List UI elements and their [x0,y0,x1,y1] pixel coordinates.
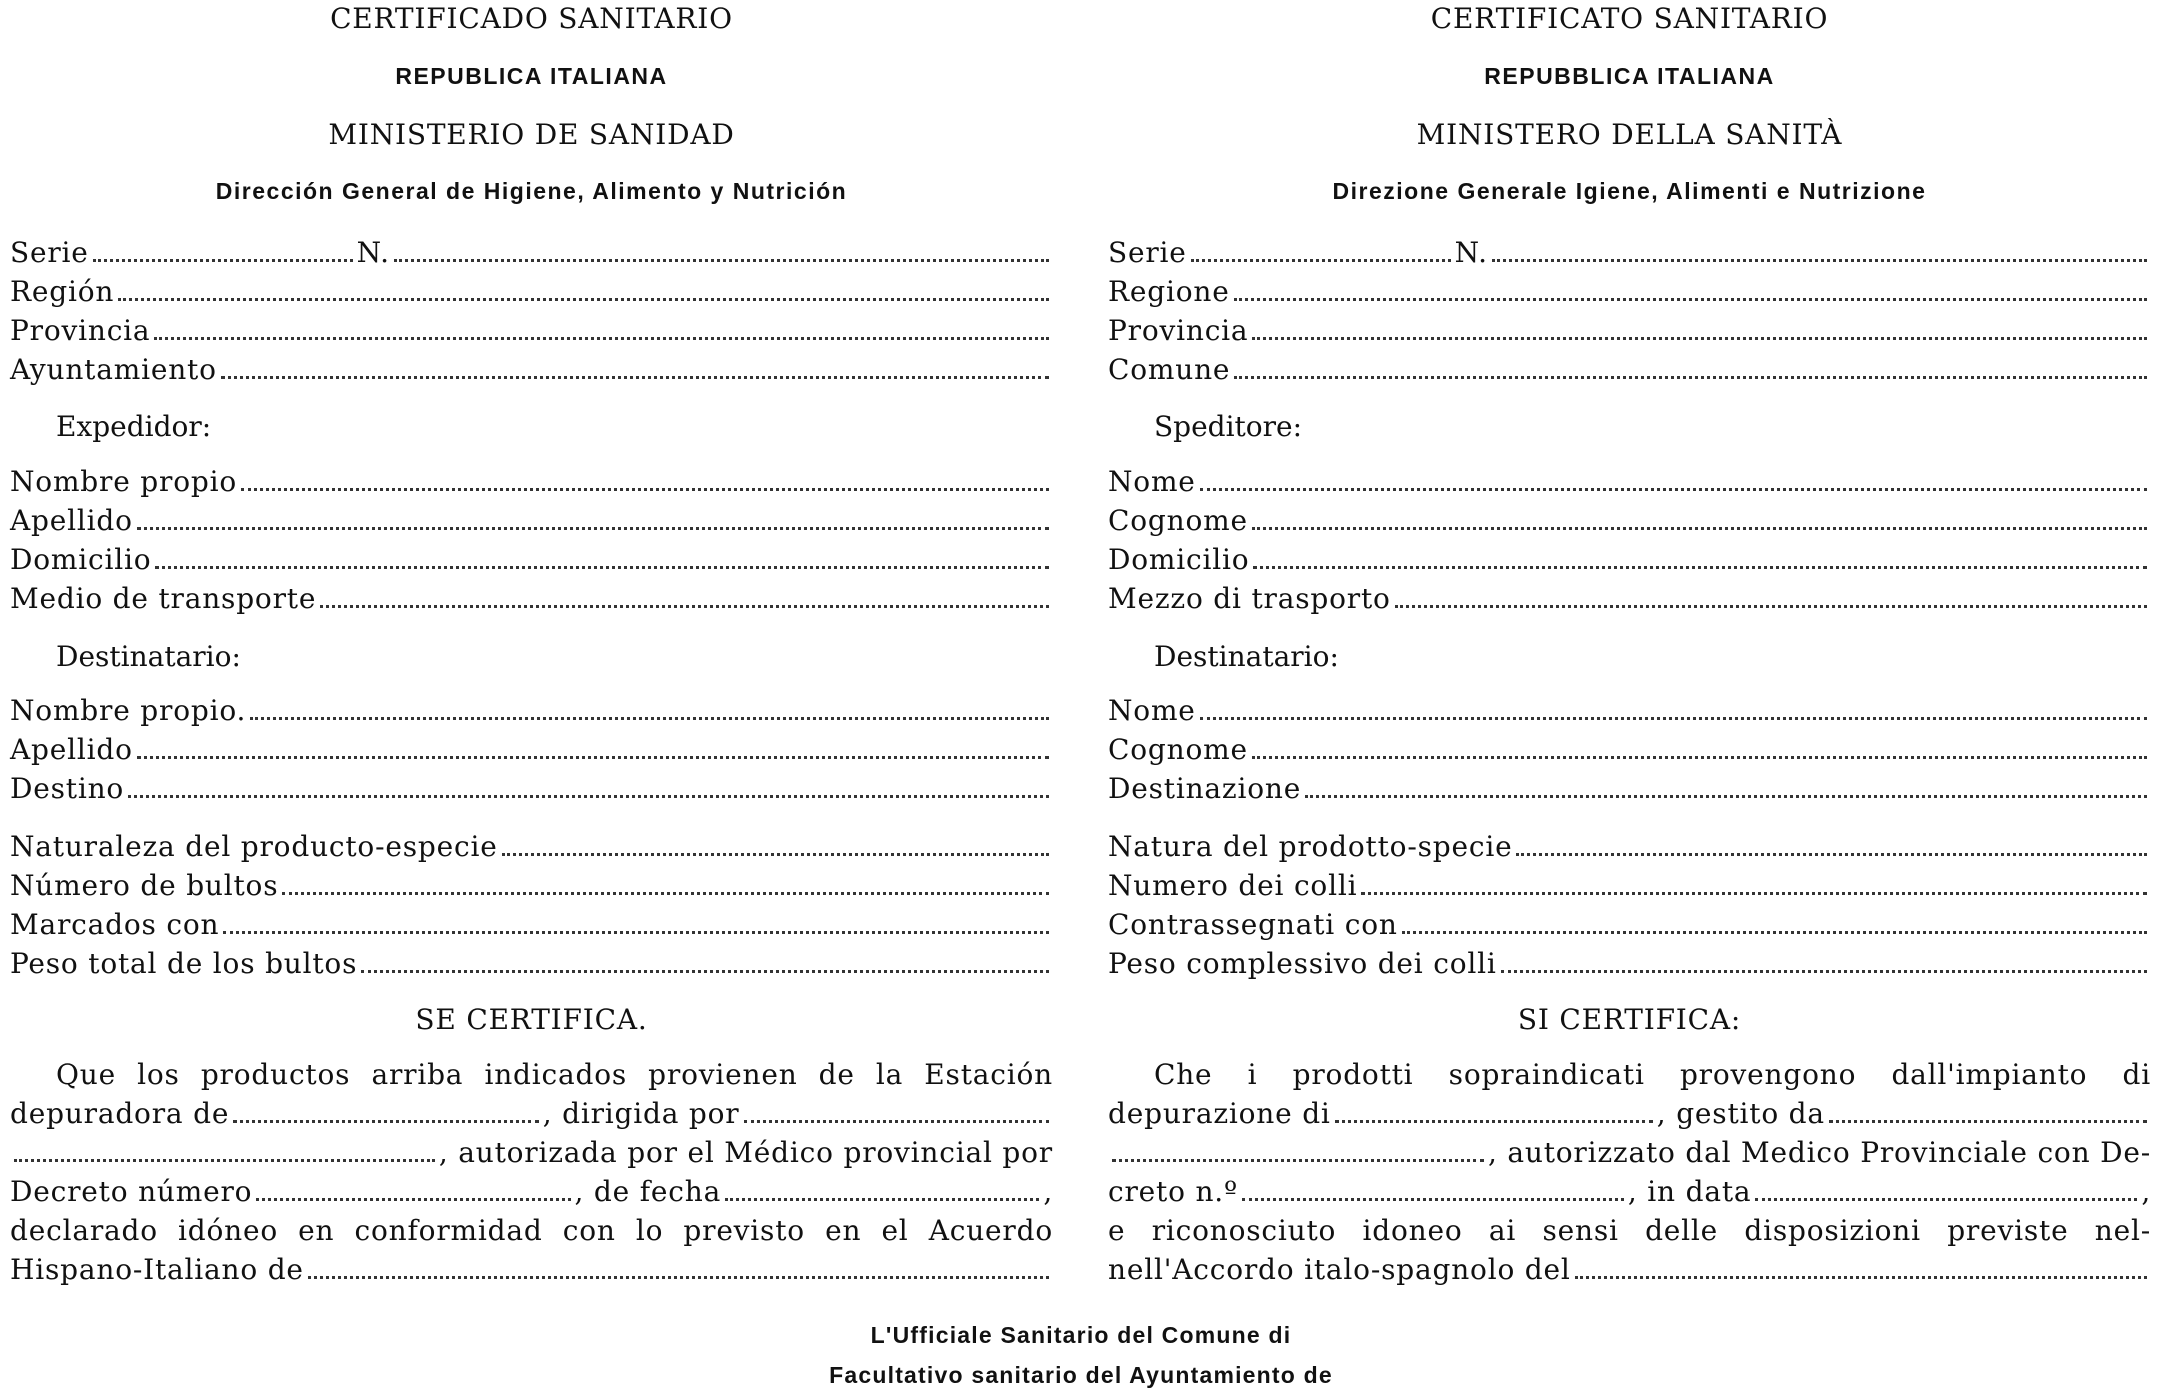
certification-text-line [10,1097,1053,1135]
fill-in-field[interactable] [725,1176,1039,1201]
field-label: Natura del prodotto-specie [1108,830,1513,863]
field-label: Provincia [1108,314,1249,347]
certification-text: Decreto número [10,1175,253,1208]
fill-in-field[interactable] [1253,544,2147,569]
field-label: Domicilio [1108,543,1250,576]
certification-text: Che i prodotti sopraindicati provengono dall'impianto di [1154,1058,2151,1091]
form-field-row [10,353,1053,391]
field-label: Contrassegnati con [1108,908,1398,941]
fill-in-field[interactable] [1252,505,2147,530]
form-field-row [10,908,1053,946]
fill-in-field[interactable] [1191,237,1451,262]
fill-in-field[interactable] [221,354,1049,379]
fill-in-field[interactable] [1234,276,2147,301]
field-label: Domicilio [10,543,152,576]
form-field-row [10,314,1053,352]
field-label: Marcados con [10,908,220,941]
field-label: Apellido [10,733,133,766]
certify-heading-text: SI CERTIFICA: [1517,1003,1742,1036]
fill-in-field[interactable] [1335,1098,1653,1123]
certification-text: , gestito da [1656,1097,1825,1130]
fill-in-field[interactable] [137,734,1049,759]
serie-label: Serie [10,236,89,269]
recipient-heading: Destinatario: [56,640,241,673]
form-field-row [10,582,1053,620]
certification-text: , in data [1627,1175,1752,1208]
directorate-heading [10,178,1053,216]
certify-heading [1108,1003,2151,1041]
field-label: Naturaleza del producto-especie [10,830,498,863]
fill-in-field[interactable] [137,505,1049,530]
fill-in-field[interactable] [502,831,1049,856]
certification-text: creto n.º [1108,1175,1238,1208]
fill-in-field[interactable] [1234,354,2147,379]
recipient-heading: Destinatario: [1154,640,1339,673]
document-title-text: CERTIFICADO SANITARIO [330,2,733,35]
fill-in-field[interactable] [250,695,1049,720]
certification-text-line [10,1253,1053,1291]
fill-in-field[interactable] [1516,831,2147,856]
fill-in-field[interactable] [1829,1098,2147,1123]
certification-text-line [1108,1058,2151,1096]
form-field-row [1108,772,2151,810]
fill-in-field[interactable] [744,1098,1050,1123]
fill-in-field[interactable] [1755,1176,2137,1201]
serie-number-row [1108,236,2151,274]
republic-heading-text: REPUBBLICA ITALIANA [1484,63,1775,89]
field-label: Destino [10,772,125,805]
fill-in-field[interactable] [282,870,1049,895]
field-label: Destinazione [1108,772,1302,805]
fill-in-field[interactable] [155,544,1049,569]
form-field-row [1108,908,2151,946]
form-field-row [1108,275,2151,313]
field-label: Numero dei colli [1108,869,1358,902]
footer-signature-spanish: Facultativo sanitario del Ayuntamiento de [829,1362,1333,1388]
certification-text: depuradora de [10,1097,230,1130]
form-field-row [1108,694,2151,732]
form-field-row [10,694,1053,732]
sender-heading: Speditore: [1154,410,1303,443]
fill-in-field[interactable] [1252,315,2147,340]
field-label: Regione [1108,275,1230,308]
certification-text: , de fecha [574,1175,722,1208]
certification-text: , [1043,1175,1054,1208]
document-title [1108,2,2151,40]
certification-text: , autorizzato dal Medico Provinciale con De- [1487,1136,2151,1169]
certification-text: declarado idóneo en conformidad con lo previsto en el Acuerdo [10,1214,1053,1247]
fill-in-field[interactable] [223,909,1049,934]
fill-in-field[interactable] [361,948,1049,973]
fill-in-field[interactable] [1112,1137,1484,1162]
fill-in-field[interactable] [233,1098,539,1123]
fill-in-field[interactable] [118,276,1049,301]
certification-text-line [10,1058,1053,1096]
fill-in-field[interactable] [308,1254,1049,1279]
field-label: Nombre propio [10,465,237,498]
certification-text-line [1108,1253,2151,1291]
form-field-row [1108,543,2151,581]
fill-in-field[interactable] [128,773,1049,798]
fill-in-field[interactable] [1361,870,2147,895]
field-label: Ayuntamiento [10,353,217,386]
form-field-row [10,543,1053,581]
certification-text-line [10,1214,1053,1252]
ministry-heading [1108,118,2151,156]
form-field-row [10,504,1053,542]
form-field-row [1108,947,2151,985]
form-field-row [10,465,1053,503]
document-title [10,2,1053,40]
form-field-row [1108,314,2151,352]
form-field-row [1108,582,2151,620]
form-field-row [1108,733,2151,771]
certification-text-line [1108,1214,2151,1252]
field-label: Nome [1108,694,1196,727]
field-label: Peso total de los bultos [10,947,358,980]
ministry-heading-text: MINISTERIO DE SANIDAD [328,118,735,151]
number-label: N. [1454,236,1488,269]
field-label: Mezzo di trasporto [1108,582,1391,615]
field-label: Medio de transporte [10,582,317,615]
field-label: Cognome [1108,733,1248,766]
fill-in-field[interactable] [1395,583,2147,608]
document-title-text: CERTIFICATO SANITARIO [1430,2,1829,35]
fill-in-field[interactable] [1575,1254,2147,1279]
fill-in-field[interactable] [320,583,1049,608]
fill-in-field[interactable] [14,1137,435,1162]
number-label: N. [356,236,390,269]
directorate-heading-text: Dirección General de Higiene, Alimento y Nutrición [215,178,848,204]
certification-text: , dirigida por [542,1097,740,1130]
field-label: Región [10,275,115,308]
form-field-row [1108,504,2151,542]
certification-text: , autorizada por el Médico provincial por [438,1136,1053,1169]
fill-in-field[interactable] [1305,773,2147,798]
field-label: Peso complessivo dei colli [1108,947,1497,980]
form-field-row [1108,830,2151,868]
republic-heading [1108,63,2151,101]
sender-heading: Expedidor: [56,410,212,443]
fill-in-field[interactable] [1402,909,2147,934]
fill-in-field[interactable] [1492,237,2147,262]
form-field-row [10,830,1053,868]
fill-in-field[interactable] [1200,466,2147,491]
form-field-row [10,772,1053,810]
certification-text-line [1108,1136,2151,1174]
fill-in-field[interactable] [154,315,1049,340]
fill-in-field[interactable] [256,1176,570,1201]
field-label: Nombre propio. [10,694,247,727]
certification-text: e riconosciuto idoneo ai sensi delle disposizioni previste nel- [1108,1214,2151,1247]
field-label: Comune [1108,353,1231,386]
certify-heading [10,1003,1053,1041]
form-field-row [1108,353,2151,391]
certify-heading-text: SE CERTIFICA. [415,1003,648,1036]
fill-in-field[interactable] [1501,948,2147,973]
form-field-row [10,947,1053,985]
form-field-row [1108,869,2151,907]
field-label: Nome [1108,465,1196,498]
directorate-heading-text: Direzione Generale Igiene, Alimenti e Nutrizione [1332,178,1927,204]
certification-text-line [10,1175,1053,1213]
certification-text: depurazione di [1108,1097,1331,1130]
republic-heading [10,63,1053,101]
field-label: Provincia [10,314,151,347]
certification-text: Que los productos arriba indicados provienen de la Estación [56,1058,1053,1091]
form-field-row [10,869,1053,907]
footer-signature-italian: L'Ufficiale Sanitario del Comune di [870,1322,1292,1348]
serie-number-row [10,236,1053,274]
directorate-heading [1108,178,2151,216]
form-field-row [10,733,1053,771]
fill-in-field[interactable] [394,237,1049,262]
field-label: Número de bultos [10,869,279,902]
ministry-heading-text: MINISTERO DELLA SANITÀ [1416,118,1843,151]
fill-in-field[interactable] [1252,734,2147,759]
republic-heading-text: REPUBLICA ITALIANA [395,63,668,89]
certification-text: nell'Accordo italo-spagnolo del [1108,1253,1571,1286]
form-field-row [1108,465,2151,503]
certification-text: Hispano-Italiano de [10,1253,304,1286]
certification-text-line [1108,1097,2151,1135]
certification-text-line [1108,1175,2151,1213]
field-label: Cognome [1108,504,1248,537]
serie-label: Serie [1108,236,1187,269]
fill-in-field[interactable] [93,237,353,262]
ministry-heading [10,118,1053,156]
field-label: Apellido [10,504,133,537]
certification-text-line [10,1136,1053,1174]
certification-text: , [2141,1175,2152,1208]
fill-in-field[interactable] [1200,695,2147,720]
fill-in-field[interactable] [1242,1176,1624,1201]
form-field-row [10,275,1053,313]
fill-in-field[interactable] [241,466,1049,491]
